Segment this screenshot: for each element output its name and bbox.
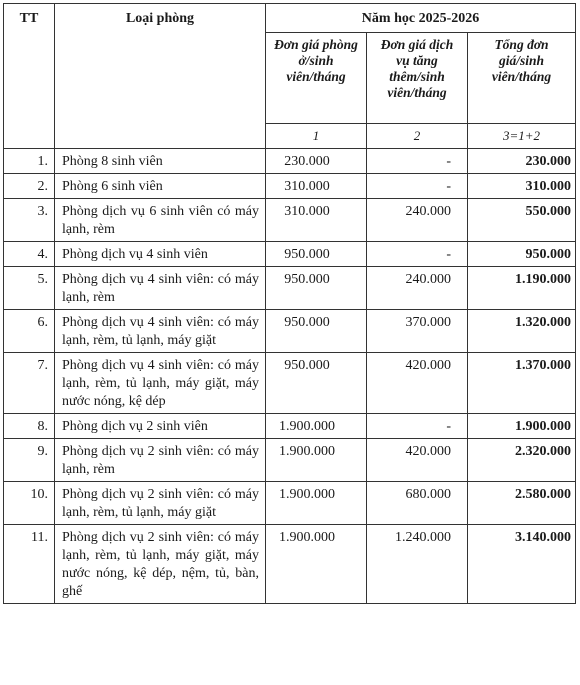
base-price-cell: 1.900.000 — [266, 414, 367, 439]
base-price-cell: 230.000 — [266, 149, 367, 174]
total-price-cell: 3.140.000 — [468, 525, 576, 604]
header-row-year — [4, 4, 576, 33]
table-row — [4, 414, 576, 439]
base-price-cell: 310.000 — [266, 199, 367, 242]
table-row — [4, 482, 576, 525]
header-base-price: Đơn giá phòng ở/sinh viên/tháng — [266, 33, 367, 124]
row-number: 2. — [4, 174, 55, 199]
base-price-cell: 1.900.000 — [266, 525, 367, 604]
room-type-cell: Phòng dịch vụ 4 sinh viên: có máy lạnh, rèm, tủ lạnh, máy giặt, máy nước nóng, kệ dép — [55, 353, 266, 414]
total-price-cell: 310.000 — [468, 174, 576, 199]
table-body — [4, 149, 576, 604]
room-type-cell: Phòng dịch vụ 2 sinh viên: có máy lạnh, rèm — [55, 439, 266, 482]
extra-price-cell: 420.000 — [367, 439, 468, 482]
total-price-cell: 550.000 — [468, 199, 576, 242]
base-price-cell: 310.000 — [266, 174, 367, 199]
extra-price-cell: - — [367, 242, 468, 267]
header-col-num-2: 2 — [367, 124, 468, 149]
table-row — [4, 439, 576, 482]
extra-price-cell: 370.000 — [367, 310, 468, 353]
row-number: 7. — [4, 353, 55, 414]
table-row — [4, 525, 576, 604]
base-price-cell: 950.000 — [266, 242, 367, 267]
total-price-cell: 950.000 — [468, 242, 576, 267]
room-type-cell: Phòng 8 sinh viên — [55, 149, 266, 174]
total-price-cell: 1.370.000 — [468, 353, 576, 414]
table-row — [4, 353, 576, 414]
header-room-type: Loại phòng — [55, 4, 266, 149]
row-number: 9. — [4, 439, 55, 482]
base-price-cell: 1.900.000 — [266, 482, 367, 525]
room-type-cell: Phòng dịch vụ 4 sinh viên: có máy lạnh, rèm, tủ lạnh, máy giặt — [55, 310, 266, 353]
row-number: 10. — [4, 482, 55, 525]
row-number: 6. — [4, 310, 55, 353]
room-type-cell: Phòng dịch vụ 6 sinh viên có máy lạnh, rèm — [55, 199, 266, 242]
total-price-cell: 2.320.000 — [468, 439, 576, 482]
price-table-sheet — [3, 3, 575, 604]
row-number: 3. — [4, 199, 55, 242]
extra-price-cell: 240.000 — [367, 199, 468, 242]
extra-price-cell: 680.000 — [367, 482, 468, 525]
total-price-cell: 1.900.000 — [468, 414, 576, 439]
row-number: 1. — [4, 149, 55, 174]
room-type-cell: Phòng dịch vụ 2 sinh viên — [55, 414, 266, 439]
table-row — [4, 242, 576, 267]
room-type-cell: Phòng 6 sinh viên — [55, 174, 266, 199]
extra-price-cell: 240.000 — [367, 267, 468, 310]
header-col-num-1: 1 — [266, 124, 367, 149]
header-extra-price: Đơn giá dịch vụ tăng thêm/sinh viên/tháng — [367, 33, 468, 124]
extra-price-cell: - — [367, 414, 468, 439]
header-col-num-3: 3=1+2 — [468, 124, 576, 149]
room-type-cell: Phòng dịch vụ 4 sinh viên — [55, 242, 266, 267]
row-number: 11. — [4, 525, 55, 604]
room-type-cell: Phòng dịch vụ 4 sinh viên: có máy lạnh, rèm — [55, 267, 266, 310]
base-price-cell: 950.000 — [266, 267, 367, 310]
table-row — [4, 199, 576, 242]
header-school-year: Năm học 2025-2026 — [266, 4, 576, 33]
total-price-cell: 230.000 — [468, 149, 576, 174]
dorm-price-table — [3, 3, 576, 604]
header-tt: TT — [4, 4, 55, 149]
extra-price-cell: - — [367, 174, 468, 199]
base-price-cell: 950.000 — [266, 353, 367, 414]
table-row — [4, 174, 576, 199]
extra-price-cell: - — [367, 149, 468, 174]
header-total-price: Tổng đơn giá/sinh viên/tháng — [468, 33, 576, 124]
extra-price-cell: 420.000 — [367, 353, 468, 414]
room-type-cell: Phòng dịch vụ 2 sinh viên: có máy lạnh, rèm, tủ lạnh, máy giặt, máy nước nóng, kệ dép, nệm, tủ, bàn, ghế — [55, 525, 266, 604]
table-row — [4, 149, 576, 174]
table-row — [4, 310, 576, 353]
row-number: 8. — [4, 414, 55, 439]
total-price-cell: 2.580.000 — [468, 482, 576, 525]
base-price-cell: 1.900.000 — [266, 439, 367, 482]
table-row — [4, 267, 576, 310]
total-price-cell: 1.190.000 — [468, 267, 576, 310]
room-type-cell: Phòng dịch vụ 2 sinh viên: có máy lạnh, rèm, tủ lạnh, máy giặt — [55, 482, 266, 525]
row-number: 5. — [4, 267, 55, 310]
row-number: 4. — [4, 242, 55, 267]
base-price-cell: 950.000 — [266, 310, 367, 353]
total-price-cell: 1.320.000 — [468, 310, 576, 353]
extra-price-cell: 1.240.000 — [367, 525, 468, 604]
